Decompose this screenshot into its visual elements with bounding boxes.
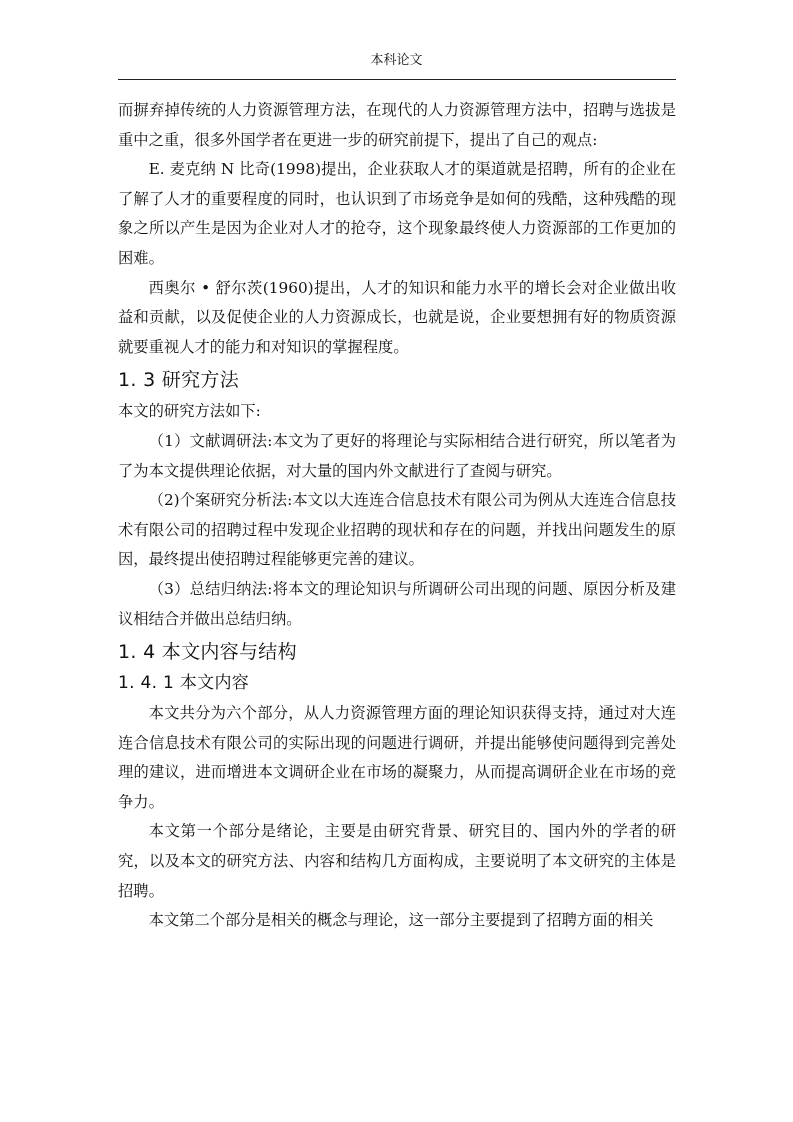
paragraph-content-overview: 本文共分为六个部分，从人力资源管理方面的理论知识获得支持，通过对大连连合信息技术有限公司的实际出现的问题进行调研，并提出能够使问题得到完善处理的建议，进而增进本文调研企业在市场的凝聚力，从而提高调研企业在市场的竞争力。 — [118, 704, 676, 811]
paragraph-intro: 而摒弃掉传统的人力资源管理方法，在现代的人力资源管理方法中，招聘与选拔是重中之重，很多外国学者在更进一步的研究前提下，提出了自己的观点: — [118, 101, 676, 149]
paragraph-method-summary: （3）总结归纳法:将本文的理论知识与所调研公司出现的问题、原因分析及建议相结合并做出总结归纳。 — [118, 579, 676, 628]
paragraph-method-case-study: （2)个案研究分析法:本文以大连连合信息技术有限公司为例从大连连合信息技术有限公司的招聘过程中发现企业招聘的现状和存在的问题，并找出问题发生的原因，最终提出使招聘过程能够更完善的建议。 — [118, 491, 676, 569]
paragraph-method-literature: （1）文献调研法:本文为了更好的将理论与实际相结合进行研究，所以笔者为了为本文提供理论依据，对大量的国内外文献进行了查阅与研究。 — [118, 431, 676, 480]
heading-content: 1. 4. 1 本文内容 — [118, 673, 250, 694]
document-body — [118, 96, 676, 936]
paragraph-schultz: 西奥尔 • 舒尔茨(1960)提出，人才的知识和能力水平的增长会对企业做出收益和贡献，以及促使企业的人力资源成长，也就是说，企业要想拥有好的物质资源就要重视人才的能力和对知识的掌握程度。 — [118, 278, 676, 356]
header-rule — [118, 79, 676, 80]
paragraph-methods-intro: 本文的研究方法如下: — [118, 402, 261, 421]
heading-research-methods: 1. 3 研究方法 — [118, 369, 239, 392]
paragraph-content-part2: 本文第二个部分是相关的概念与理论，这一部分主要提到了招聘方面的相关 — [148, 911, 654, 930]
heading-content-structure: 1. 4 本文内容与结构 — [118, 641, 297, 664]
paragraph-mcnab: E. 麦克纳 N 比奇(1998)提出，企业获取人才的渠道就是招聘，所有的企业在了解了人才的重要程度的同时，也认识到了市场竞争是如何的残酷，这种残酷的现象之所以产生是因为企业对人才的抢夺，这个现象最终使人力资源部的工作更加的困难。 — [118, 160, 676, 267]
paragraph-content-part1: 本文第一个部分是绪论，主要是由研究背景、研究目的、国内外的学者的研究，以及本文的研究方法、内容和结构几方面构成，主要说明了本文研究的主体是招聘。 — [118, 822, 676, 900]
page-header: 本科论文 — [370, 53, 423, 68]
